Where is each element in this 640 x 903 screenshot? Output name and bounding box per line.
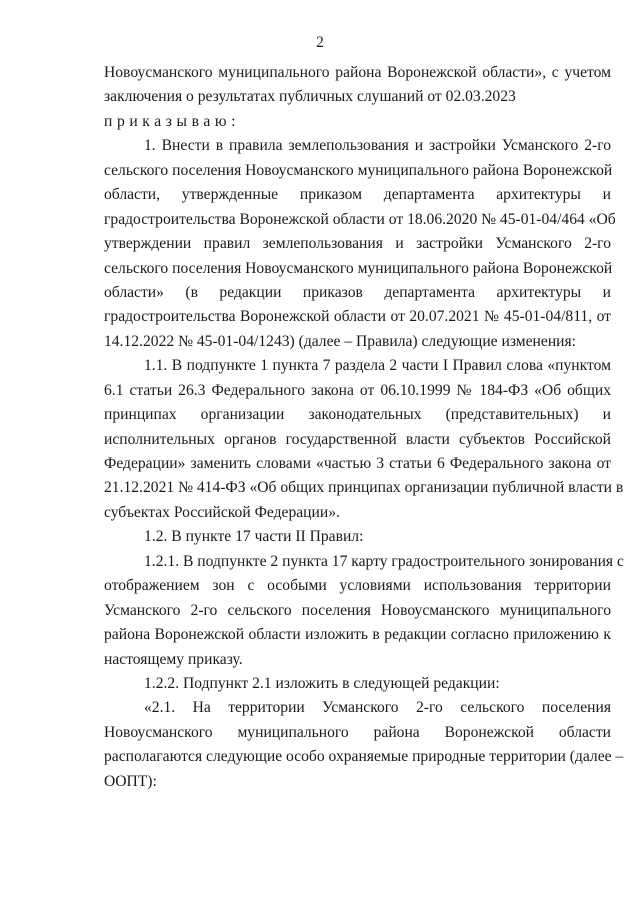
- text-line: располагаются следующие особо охраняемые природные территории (далее –: [104, 748, 624, 766]
- document-body: [104, 61, 624, 794]
- text-line: 14.12.2022 № 45-01-04/1243) (далее – Правила) следующие изменения:: [104, 332, 577, 350]
- text-line: 1.2.2. Подпункт 2.1 изложить в следующей редакции:: [144, 674, 500, 692]
- text-line: Новоусманского муниципального района Воронежской области: [104, 723, 611, 741]
- text-line: ООПТ):: [104, 772, 157, 790]
- text-line: отображением зон с особыми условиями использования территории: [104, 577, 611, 595]
- text-line: сельского поселения Новоусманского муниципального района Воронежской: [104, 259, 613, 277]
- text-line: Новоусманского муниципального района Воронежской области», с учетом: [104, 64, 611, 81]
- text-line: утверждении правил землепользования и застройки Усманского 2-го: [104, 235, 611, 253]
- text-line: градостроительства Воронежской области от 18.06.2020 № 45-01-04/464 «Об: [104, 210, 616, 228]
- text-line: района Воронежской области изложить в редакции согласно приложению к: [104, 626, 611, 644]
- text-line: 1.1. В подпункте 1 пункта 7 раздела 2 части I Правил слова «пунктом: [144, 357, 611, 375]
- text-line: сельского поселения Новоусманского муниципального района Воронежской: [104, 161, 613, 179]
- text-line: «2.1. На территории Усманского 2-го сельского поселения: [144, 699, 611, 717]
- text-line: 1.2. В пункте 17 части II Правил:: [144, 528, 364, 546]
- text-line: настоящему приказу.: [104, 650, 243, 668]
- text-line: области, утвержденные приказом департамента архитектуры и: [104, 186, 611, 204]
- text-line: исполнительных органов государственной власти субъектов Российской: [104, 430, 611, 448]
- text-line: 6.1 статьи 26.3 Федерального закона от 06.10.1999 № 184-ФЗ «Об общих: [104, 381, 611, 399]
- text-line: принципах организации законодательных (представительных) и: [104, 406, 611, 424]
- text-line: 21.12.2021 № 414-ФЗ «Об общих принципах организации публичной власти в: [104, 479, 624, 497]
- text-line: Усманского 2-го сельского поселения Новоусманского муниципального: [104, 601, 611, 619]
- text-line: области» (в редакции приказов департамента архитектуры и: [104, 283, 611, 301]
- text-line: градостроительства Воронежской области от 20.07.2021 № 45-01-04/811, от: [104, 308, 611, 326]
- text-line: заключения о результатах публичных слушаний от 02.03.2023: [104, 88, 516, 106]
- page-number: 2: [316, 34, 324, 51]
- text-line: приказываю:: [104, 112, 241, 130]
- text-line: Федерации» заменить словами «частью 3 статьи 6 Федерального закона от: [104, 455, 611, 472]
- text-line: субъектах Российской Федерации».: [104, 503, 340, 521]
- text-line: 1.2.1. В подпункте 2 пункта 17 карту градостроительного зонирования с: [144, 552, 624, 570]
- text-line: 1. Внести в правила землепользования и застройки Усманского 2-го: [144, 137, 611, 155]
